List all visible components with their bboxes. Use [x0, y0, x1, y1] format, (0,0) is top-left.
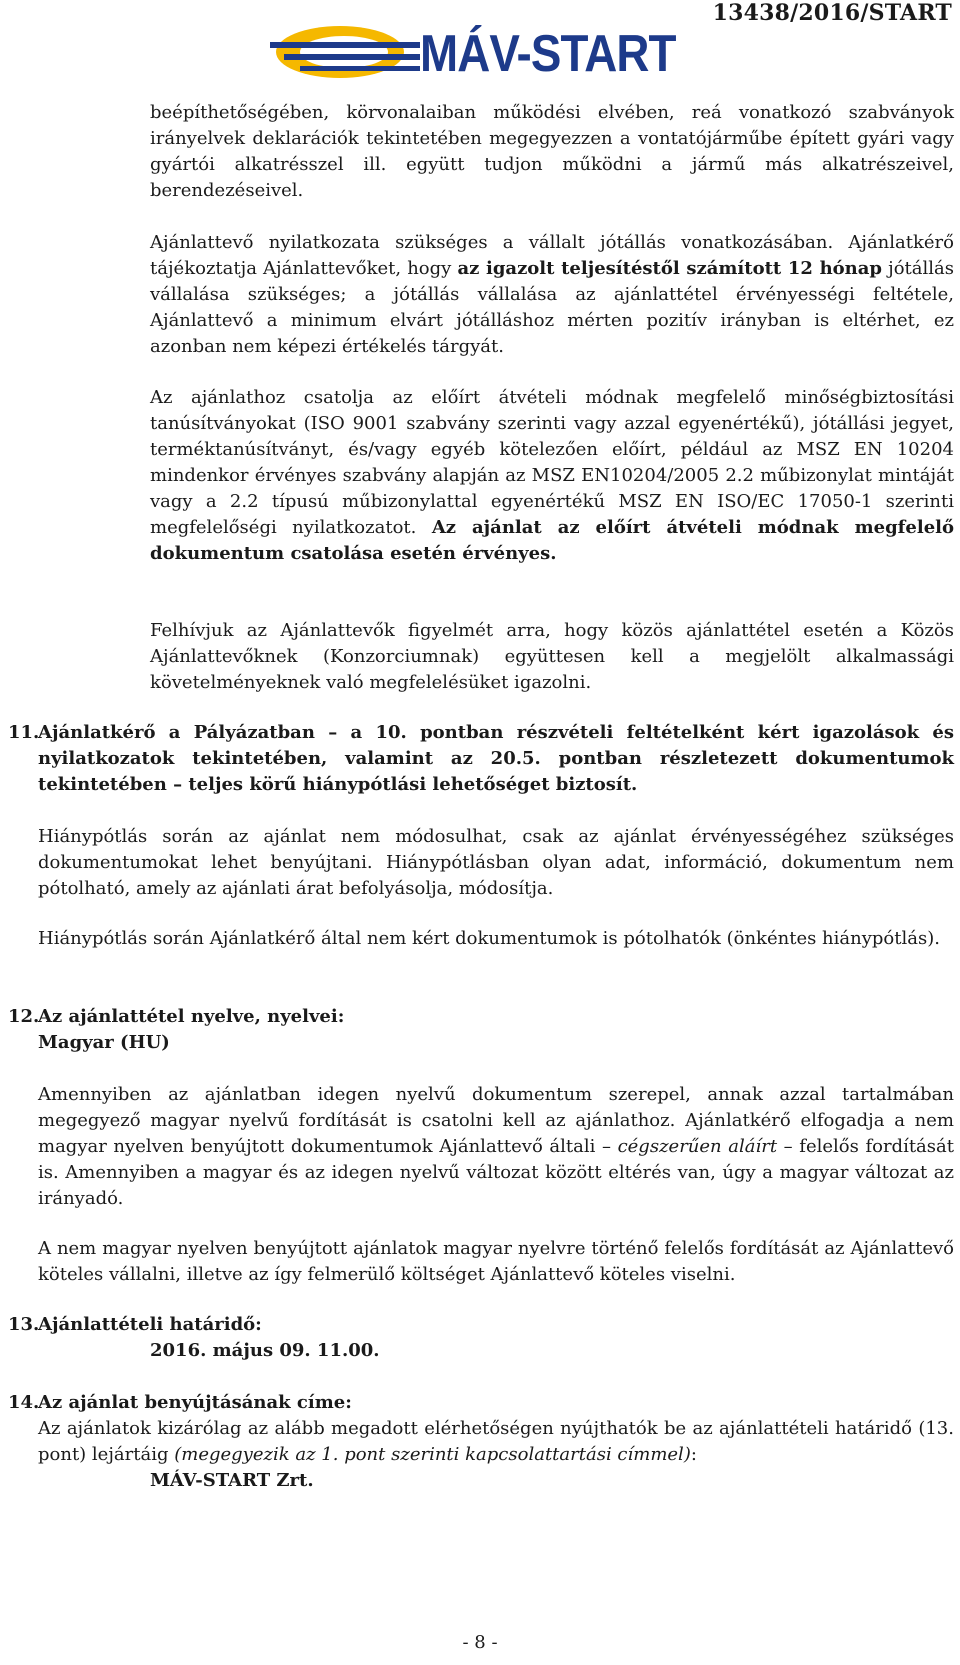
warranty-text-a: Ajánlattevő nyilatkozata szükséges a vállalt jótállás vonatkozásában. Ajánlatkérő tájékoztatja Ajánlattevőket, hogy — [150, 232, 954, 279]
warranty-text-c: jótállás vállalása szükséges; a jótállás vállalása az ajánlattétel érvényességi feltétele, Ajánlattevő a minimum elvárt jótálláshoz mérten pozitív irányban is eltérhet, ez azonban nem képezi értékelés tárgyát. — [150, 258, 954, 357]
submission-text-a: Az ajánlatok kizárólag az alább megadott elérhetőségen nyújthatók be az ajánlattételi határidő (13. pont) lejártáig — [38, 1418, 954, 1465]
warranty-period: az igazolt teljesítéstől számított 12 hónap — [457, 258, 883, 279]
section-14-title: Az ajánlat benyújtásának címe: — [38, 1392, 352, 1413]
page-number: - 8 - — [462, 1632, 498, 1653]
section-12-title: Az ajánlattétel nyelve, nyelvei: — [38, 1006, 345, 1027]
mav-start-logo — [270, 22, 690, 90]
paragraph-consortium: Felhívjuk az Ajánlattevők figyelmét arra, hogy közös ajánlattétel esetén a Közös Ajánlattevőknek (Konzorciumnak) együttesen kell a megjelölt alkalmassági követelményeknek való megfelelésüket igazolni. — [150, 620, 954, 693]
section-11-number: 11. — [8, 722, 40, 743]
section-11-paragraph-1: Hiánypótlás során az ajánlat nem módosulhat, csak az ajánlat érvényességéhez szükséges dokumentumokat lehet benyújtani. Hiánypótlásban olyan adat, információ, dokumentum nem pótolható, amely az ajánlati árat befolyásolja, módosítja. — [38, 826, 954, 899]
paragraph-continuation: beépíthetőségében, körvonalaiban működési elvében, reá vonatkozó szabványok irányelvek deklarációk tekintetében megegyezzen a vontatójárműbe épített gyári vagy gyártói alkatrésszel ill. együtt tudjon működni a jármű más alkatrészeivel, berendezéseivel. — [150, 102, 954, 201]
paragraph-certificates — [150, 385, 954, 567]
certificates-text: Az ajánlathoz csatolja az előírt átvételi módnak megfelelő minőségbiztosítási tanúsítványokat (ISO 9001 szabvány szerinti vagy azzal egyenértékű), jótállási jegyet, terméktanúsítványt, és/vagy egyéb kötelezően előírt, például az MSZ EN 10204 mindenkor érvényes szabvány alapján az MSZ EN10204/2005 2.2 műbizonylat mintáját vagy a 2.2 típusú műbizonylattal egyenértékű MSZ EN ISO/EC 17050-1 szerinti megfelelőségi nyilatkozatot. — [150, 387, 954, 538]
certificates-validity-note: Az ajánlat az előírt átvételi módnak megfelelő dokumentum csatolása esetén érvényes. — [150, 517, 954, 564]
submission-text-c: : — [690, 1444, 697, 1465]
section-13-number: 13. — [8, 1314, 40, 1335]
section-14-paragraph — [38, 1416, 954, 1468]
deadline-date: 2016. május 09. 11.00. — [150, 1340, 380, 1361]
section-12-paragraph-1 — [38, 1082, 954, 1212]
submission-contact-note: (megegyezik az 1. pont szerinti kapcsolattartási címmel) — [174, 1444, 691, 1465]
translation-text-c: – felelős fordítását is. Amennyiben a magyar és az idegen nyelvű változat között eltérés van, úgy a magyar változat az irányadó. — [38, 1136, 954, 1209]
paragraph-warranty — [150, 230, 954, 360]
section-12-number: 12. — [8, 1006, 40, 1027]
translation-text-a: Amennyiben az ajánlatban idegen nyelvű dokumentum szerepel, annak azzal tartalmában megegyező magyar nyelvű fordítását is csatolni kell az ajánlathoz. Ajánlatkérő elfogadja a nem magyar nyelven benyújtott dokumentumok Ajánlattevő általi – — [38, 1084, 954, 1157]
logo-text: MÁV-START — [420, 25, 676, 83]
company-name: MÁV-START Zrt. — [150, 1470, 314, 1491]
section-12-paragraph-2: A nem magyar nyelven benyújtott ajánlatok magyar nyelvre történő felelős fordítását az Ajánlattevő köteles vállalni, illetve az így felmerülő költséget Ajánlattevő köteles viselni. — [38, 1238, 954, 1285]
section-11-paragraph-2: Hiánypótlás során Ajánlatkérő által nem kért dokumentumok is pótolhatók (önkéntes hiánypótlás). — [38, 928, 940, 949]
logo-wings-icon — [270, 22, 430, 90]
section-14-number: 14. — [8, 1392, 40, 1413]
section-12-language: Magyar (HU) — [38, 1032, 170, 1053]
document-id: 13438/2016/START — [712, 0, 952, 26]
translation-signed-note: cégszerűen aláírt — [617, 1136, 778, 1157]
section-13-title: Ajánlattételi határidő: — [38, 1314, 262, 1335]
section-11-title: Ajánlatkérő a Pályázatban – a 10. pontban részvételi feltételként kért igazolások és nyilatkozatok tekintetében, valamint az 20.5. pontban részletezett dokumentumok tekintetében – teljes körű hiánypótlási lehetőséget biztosít. — [38, 722, 954, 795]
